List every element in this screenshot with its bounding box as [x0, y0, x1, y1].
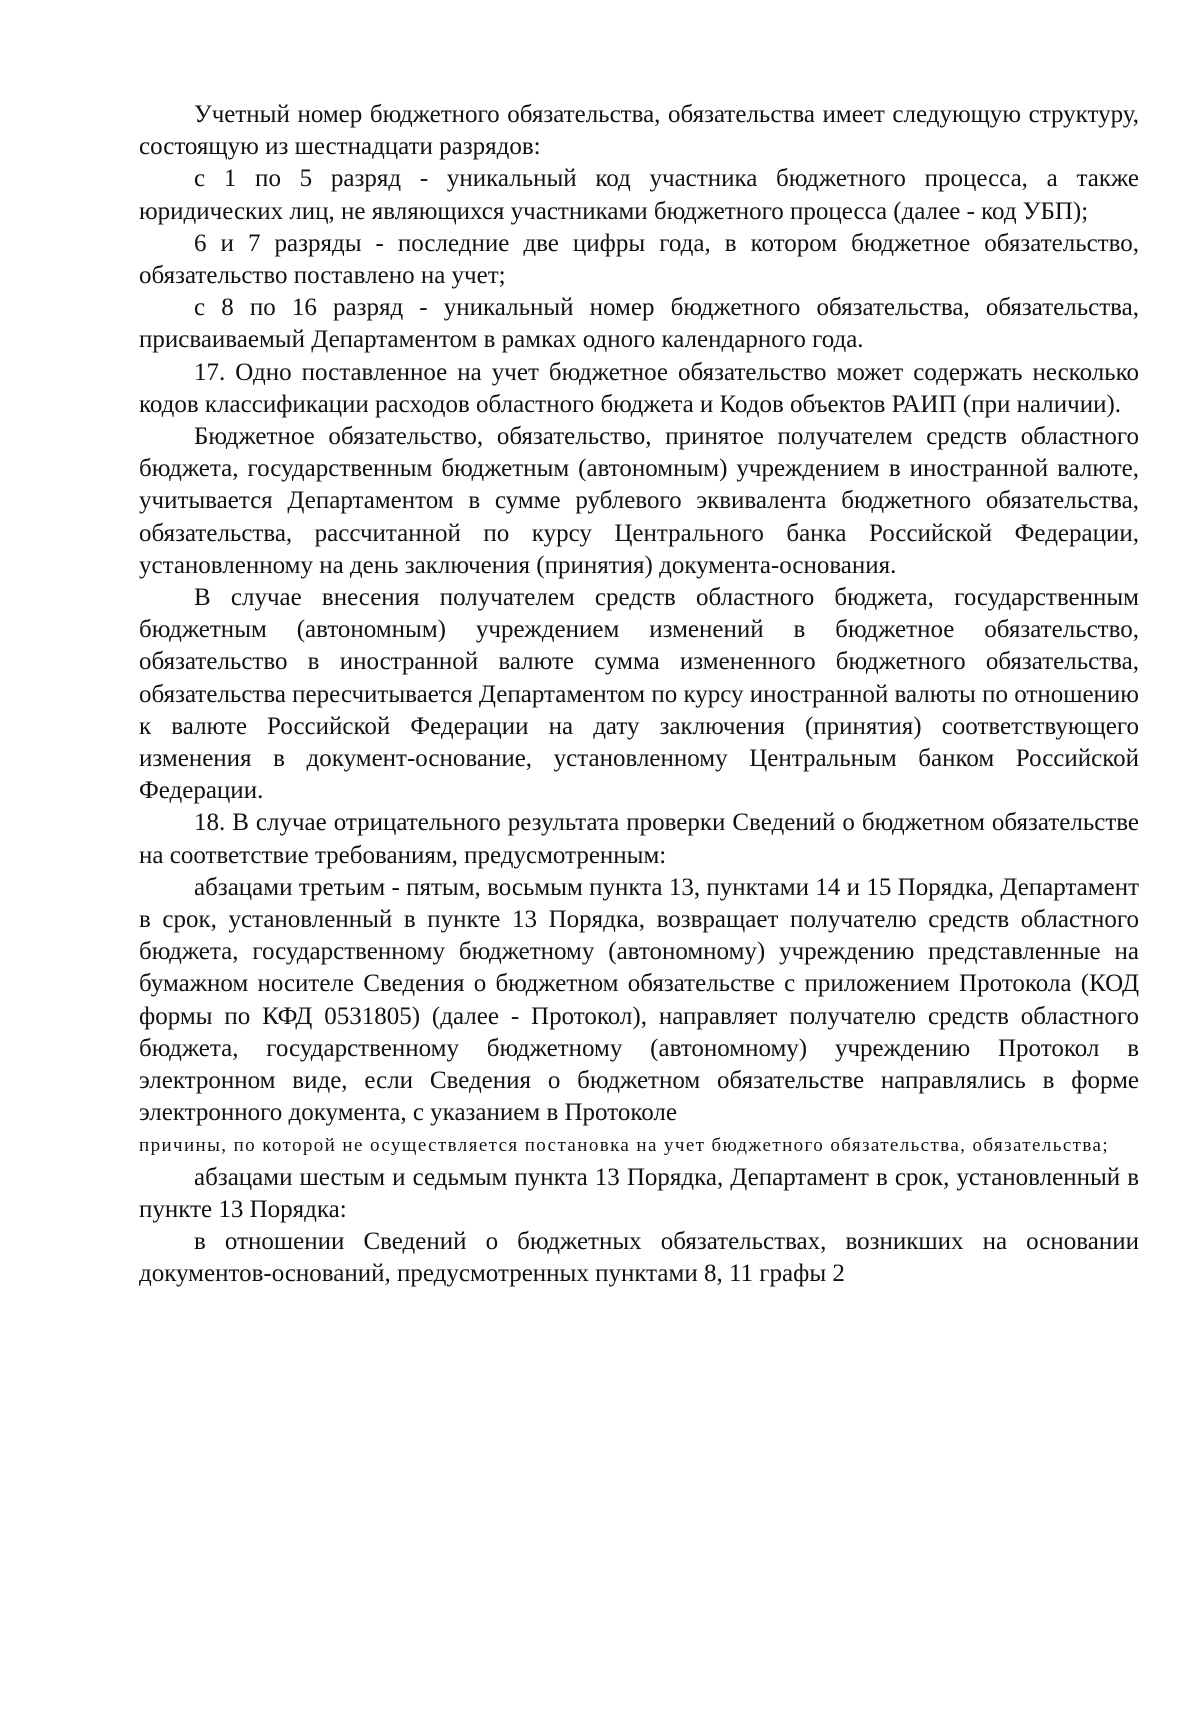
paragraph-foreign-currency: Бюджетное обязательство, обязательство, принятое получателем средств областного бюджета, государственным бюджетным (автономным) учреждением в иностранной валюте, учитывается Департаментом в сумме рублевого эквивалента бюджетного обязательства, обязательства, рассчитанной по курсу Центрального банка Российской Федерации, установленному на день заключения (принятия) документа-основания.	[139, 423, 1139, 579]
paragraph-documents-basis: в отношении Сведений о бюджетных обязательствах, возникших на основании документов-оснований, предусмотренных пунктами 8, 11 графы 2	[139, 1228, 1139, 1288]
paragraph-clause-18-items-6-7: абзацами шестым и седьмым пункта 13 Порядка, Департамент в срок, установленный в пункте 13 Порядка:	[139, 1163, 1139, 1223]
paragraph-digits-6-7: 6 и 7 разряды - последние две цифры года, в котором бюджетное обязательство, обязательство поставлено на учет;	[139, 229, 1139, 290]
paragraph-account-number-structure: Учетный номер бюджетного обязательства, обязательства имеет следующую структуру, состоящую из шестнадцати разрядов:	[139, 101, 1139, 161]
paragraph-clause-18-items-3-5: абзацами третьим - пятым, восьмым пункта 13, пунктами 14 и 15 Порядка, Департамент в срок, установленный в пункте 13 Порядка, возвращает получателю средств областного бюджета, государственному бюджетному (автономному) учреждению представленные на бумажном носителе Сведения о бюджетном обязательстве с приложением Протокола (КОД формы по КФД 0531805) (далее - Протокол), направляет получателю средств областного бюджета, государственному бюджетному (автономному) учреждению Протокол в электронном виде, если Сведения о бюджетном обязательстве направлялись в форме электронного документа, с указанием в Протоколе	[139, 873, 1139, 1127]
paragraph-currency-changes: В случае внесения получателем средств областного бюджета, государственным бюджетным (автономным) учреждением изменений в бюджетное обязательство, обязательство в иностранной валюте сумма измененного бюджетного обязательства, обязательства пересчитывается Департаментом по курсу иностранной валюты по отношению к валюте Российской Федерации на дату заключения (принятия) соответствующего изменения в документ-основание, установленному Центральным банком Российской Федерации.	[139, 584, 1139, 805]
paragraph-clause-18-reason: причины, по которой не осуществляется постановка на учет бюджетного обязательства, обязательства;	[139, 1134, 1110, 1156]
document-body	[139, 99, 1139, 1291]
paragraph-clause-18: 18. В случае отрицательного результата проверки Сведений о бюджетном обязательстве на соответствие требованиям, предусмотренным:	[139, 809, 1139, 869]
paragraph-clause-17: 17. Одно поставленное на учет бюджетное обязательство может содержать несколько кодов классификации расходов областного бюджета и Кодов объектов РАИП (при наличии).	[139, 358, 1139, 418]
paragraph-digits-8-16: с 8 по 16 разряд - уникальный номер бюджетного обязательства, обязательства, присваиваемый Департаментом в рамках одного календарного года.	[139, 294, 1139, 354]
paragraph-digits-1-5: с 1 по 5 разряд - уникальный код участника бюджетного процесса, а также юридических лиц, не являющихся участниками бюджетного процесса (далее - код УБП);	[139, 165, 1139, 225]
